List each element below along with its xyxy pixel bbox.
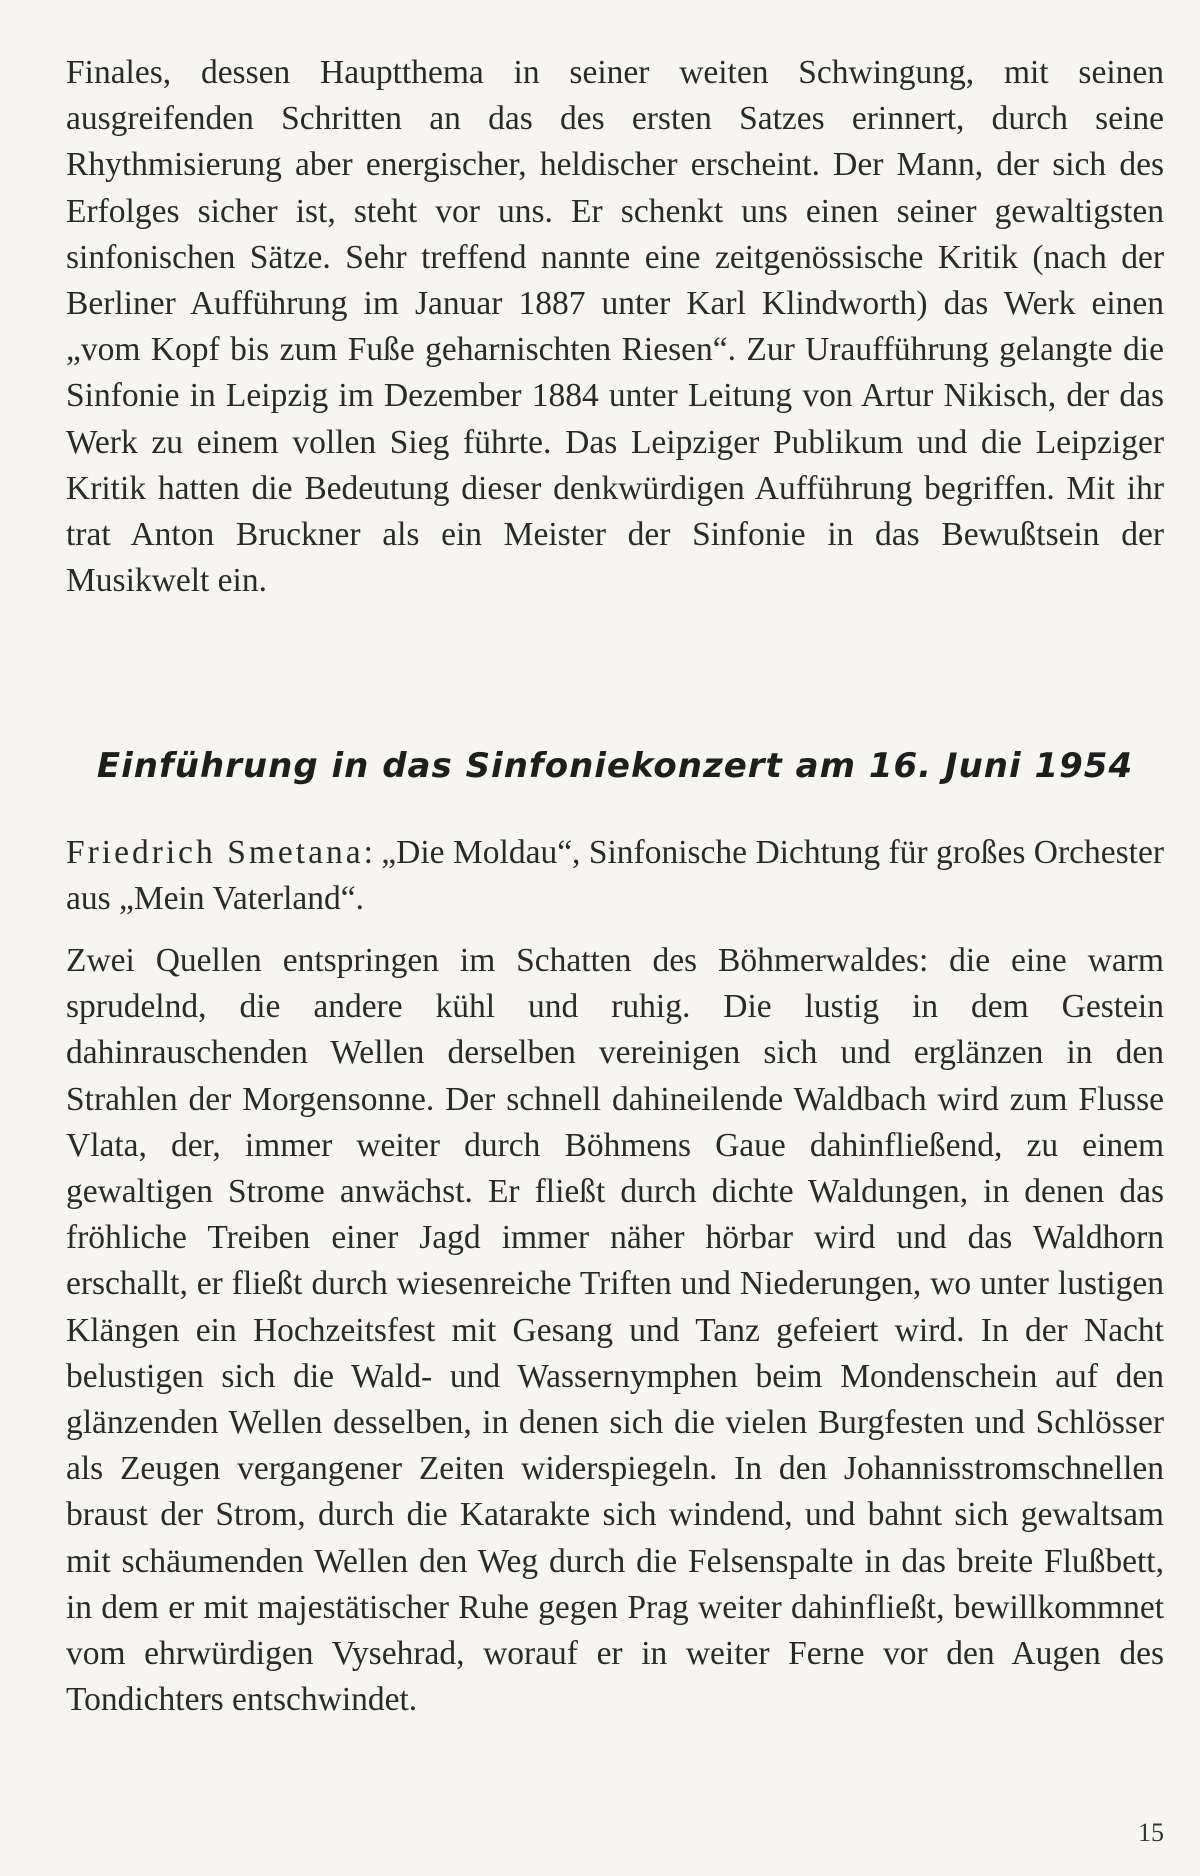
paragraph-moldau-description: Zwei Quellen entspringen im Schatten des Böhmerwaldes: die eine warm sprudelnd, die andere kühl und ruhig. Die lustig in dem Gestein dahinrauschenden Wellen derselben vereinigen sich und erglänzen in den Strahlen der Morgensonne. Der schnell dahineilende Waldbach wird zum Flusse Vlata, der, immer weiter durch Böhmens Gaue dahinfließend, zu einem gewaltigen Strome anwächst. Er fließt durch dichte Waldungen, in denen das fröhliche Treiben einer Jagd immer näher hörbar wird und das Waldhorn erschallt, er fließt durch wiesenreiche Triften und Niederungen, wo unter lustigen Klängen ein Hochzeitsfest mit Gesang und Tanz gefeiert wird. In der Nacht belustigen sich die Wald- und Wassernymphen beim Mondenschein auf den glänzenden Wellen desselben, in denen sich die vielen Burgfesten und Schlösser als Zeugen vergangener Zeiten widerspiegeln. In den Johannisstromschnellen braust der Strom, durch die Katarakte sich windend, und bahnt sich gewaltsam mit schäumenden Wellen den Weg durch die Felsenspalte in das breite Flußbett, in dem er mit majestätischer Ruhe gegen Prag weiter dahinfließt, bewillkommnet vom ehrwürdigen Vysehrad, worauf er in weiter Ferne vor den Augen des Tondichters entschwindet. xyxy=(66,942,1164,1719)
work-title-line xyxy=(66,830,1164,922)
paragraph-bruckner-finale: Finales, dessen Hauptthema in seiner weiten Schwingung, mit seinen ausgreifenden Schritten an das des ersten Satzes erinnert, durch seine Rhythmisierung aber energischer, heldischer erscheint. Der Mann, der sich des Erfolges sicher ist, steht vor uns. Er schenkt uns einen seiner gewaltigsten sinfonischen Sätze. Sehr treffend nannte eine zeitgenössische Kritik (nach der Berliner Aufführung im Januar 1887 unter Karl Klindworth) das Werk einen „vom Kopf bis zum Fuße geharnischten Riesen“. Zur Uraufführung gelangte die Sinfonie in Leipzig im Dezember 1884 unter Leitung von Artur Nikisch, der das Werk zu einem vollen Sieg führte. Das Leipziger Publikum und die Leipziger Kritik hatten die Bedeutung dieser denkwürdigen Aufführung begriffen. Mit ihr trat Anton Bruckner als ein Meister der Sinfonie in das Bewußtsein der Musikwelt ein. xyxy=(66,54,1164,600)
composer-name: Friedrich Smetana xyxy=(66,834,364,871)
work-title: : „Die Moldau“, Sinfonische Dichtung für großes Orchester aus „Mein Vaterland“. xyxy=(66,834,1164,918)
section-heading: Einführung in das Sinfoniekonzert am 16. Juni 1954 xyxy=(96,746,1134,786)
page-number: 15 xyxy=(1138,1818,1164,1847)
